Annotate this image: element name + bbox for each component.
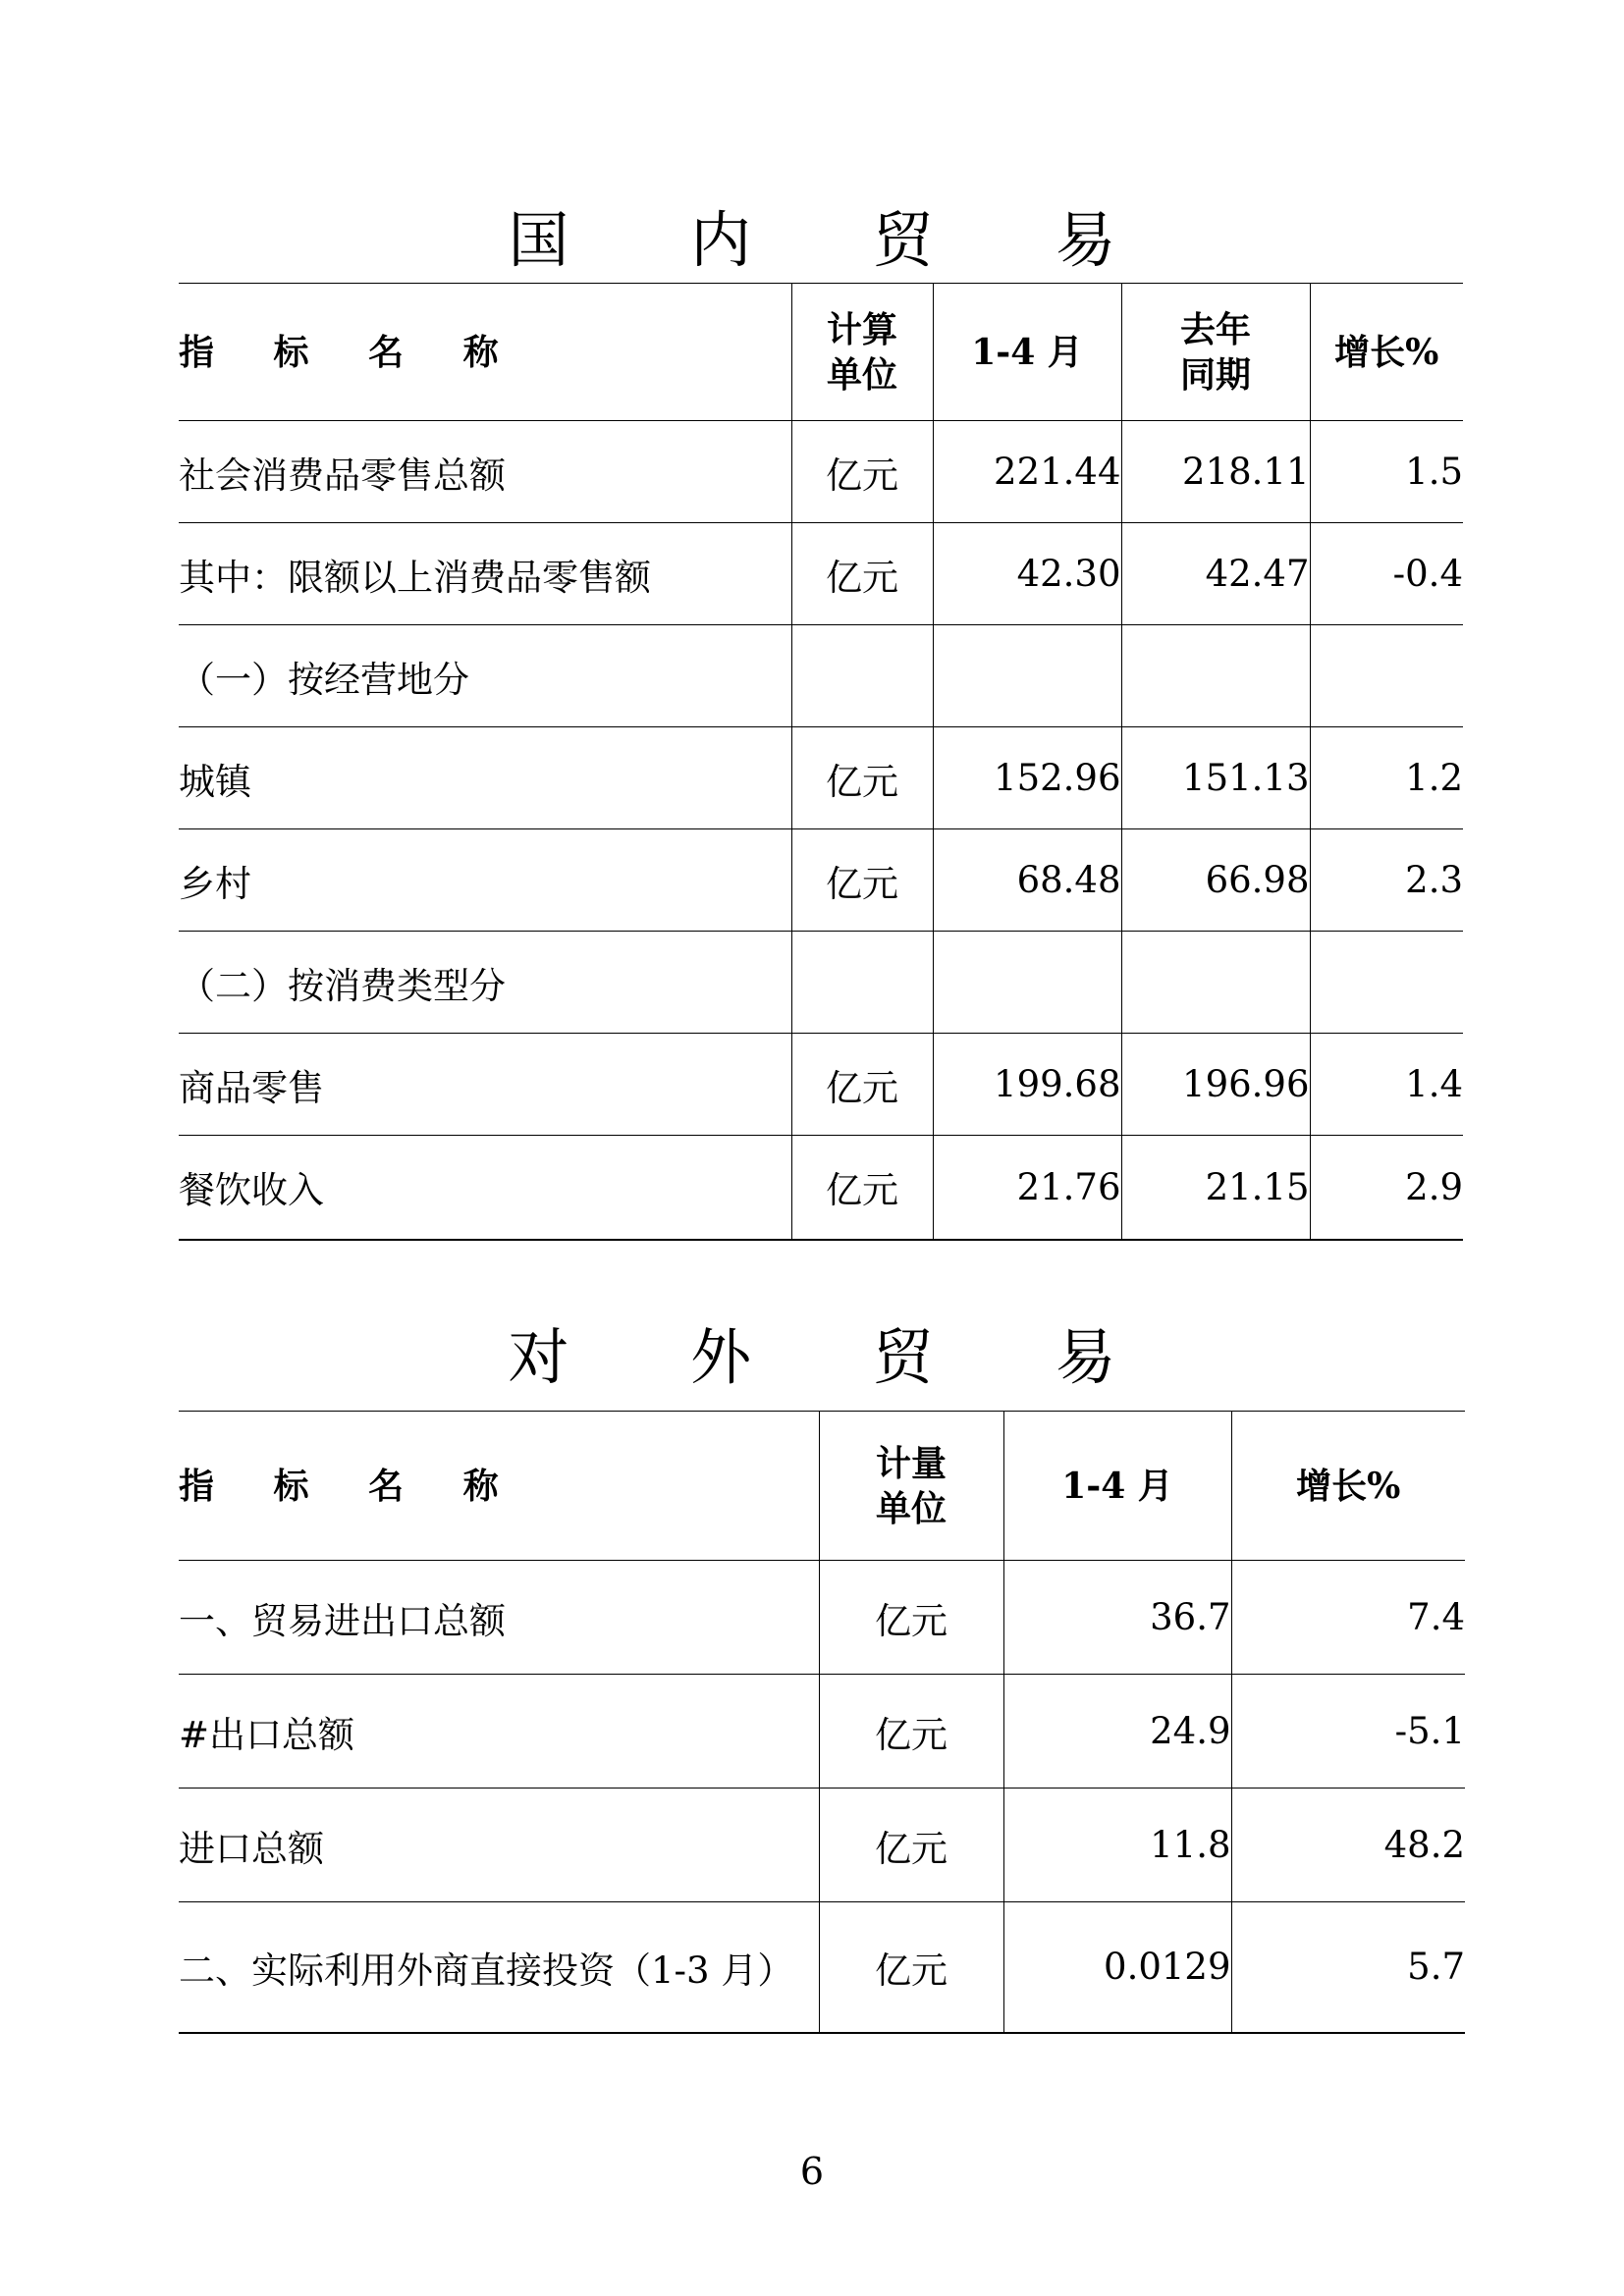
row-name: 城镇: [179, 727, 791, 829]
header-period: 1-4 月: [933, 284, 1121, 421]
table-row: [179, 421, 1463, 523]
row-growth: -5.1: [1231, 1675, 1465, 1789]
row-name: 其中：限额以上消费品零售额: [179, 523, 791, 625]
row-current: 199.68: [933, 1034, 1121, 1136]
row-growth: 48.2: [1231, 1789, 1465, 1902]
row-name: 乡村: [179, 829, 791, 932]
table-row: [179, 932, 1463, 1034]
row-unit: 亿元: [819, 1902, 1003, 2033]
row-name: 商品零售: [179, 1034, 791, 1136]
row-growth: 5.7: [1231, 1902, 1465, 2033]
row-growth: -0.4: [1310, 523, 1463, 625]
row-growth: 7.4: [1231, 1561, 1465, 1675]
row-growth: [1310, 932, 1463, 1034]
row-current: [933, 625, 1121, 727]
page-number: 6: [799, 2150, 825, 2193]
row-unit: 亿元: [819, 1675, 1003, 1789]
row-name: 进口总额: [179, 1789, 819, 1902]
row-growth: 2.3: [1310, 829, 1463, 932]
row-name: （二）按消费类型分: [179, 932, 791, 1034]
row-name: （一）按经营地分: [179, 625, 791, 727]
table-row: [179, 1789, 1465, 1902]
row-unit: 亿元: [791, 1034, 933, 1136]
row-current: 21.76: [933, 1136, 1121, 1240]
row-previous: 66.98: [1121, 829, 1310, 932]
row-previous: 218.11: [1121, 421, 1310, 523]
row-unit: 亿元: [791, 523, 933, 625]
row-current: 152.96: [933, 727, 1121, 829]
row-name: 二、实际利用外商直接投资（1-3 月）: [179, 1902, 819, 2033]
table-header-row: [179, 284, 1463, 421]
row-growth: 1.4: [1310, 1034, 1463, 1136]
row-previous: 151.13: [1121, 727, 1310, 829]
foreign-trade-title: 对 外 贸 易: [508, 1321, 1167, 1393]
header-growth: 增长%: [1310, 284, 1463, 421]
row-current: 24.9: [1003, 1675, 1231, 1789]
row-current: 11.8: [1003, 1789, 1231, 1902]
row-current: 42.30: [933, 523, 1121, 625]
domestic-trade-table: [179, 283, 1463, 1241]
header-growth: 增长%: [1231, 1412, 1465, 1561]
table-row: [179, 727, 1463, 829]
row-unit: 亿元: [819, 1561, 1003, 1675]
row-unit: 亿元: [791, 421, 933, 523]
row-growth: [1310, 625, 1463, 727]
foreign-trade-table: [179, 1411, 1465, 2034]
row-previous: [1121, 625, 1310, 727]
domestic-trade-title: 国 内 贸 易: [508, 204, 1167, 276]
header-period: 1-4 月: [1003, 1412, 1231, 1561]
table-row: [179, 1136, 1463, 1240]
row-unit: [791, 625, 933, 727]
row-name: 社会消费品零售总额: [179, 421, 791, 523]
row-name: 一、贸易进出口总额: [179, 1561, 819, 1675]
row-name: 餐饮收入: [179, 1136, 791, 1240]
table-header-row: [179, 1412, 1465, 1561]
header-indicator-name: 指 标 名 称: [179, 284, 791, 421]
row-growth: 1.2: [1310, 727, 1463, 829]
row-current: 221.44: [933, 421, 1121, 523]
table-row: [179, 1675, 1465, 1789]
row-current: [933, 932, 1121, 1034]
header-previous-period: 去年 同期: [1121, 284, 1310, 421]
header-unit: 计量 单位: [819, 1412, 1003, 1561]
table-row: [179, 1034, 1463, 1136]
header-unit: 计算 单位: [791, 284, 933, 421]
row-unit: 亿元: [819, 1789, 1003, 1902]
table-row: [179, 625, 1463, 727]
row-previous: 196.96: [1121, 1034, 1310, 1136]
header-indicator-name: 指 标 名 称: [179, 1412, 819, 1561]
row-unit: [791, 932, 933, 1034]
row-previous: [1121, 932, 1310, 1034]
table-row: [179, 523, 1463, 625]
row-unit: 亿元: [791, 1136, 933, 1240]
row-unit: 亿元: [791, 829, 933, 932]
row-current: 0.0129: [1003, 1902, 1231, 2033]
table-row: [179, 829, 1463, 932]
table-row: [179, 1902, 1465, 2033]
table-row: [179, 1561, 1465, 1675]
row-current: 36.7: [1003, 1561, 1231, 1675]
row-growth: 2.9: [1310, 1136, 1463, 1240]
row-growth: 1.5: [1310, 421, 1463, 523]
row-current: 68.48: [933, 829, 1121, 932]
row-unit: 亿元: [791, 727, 933, 829]
row-name: #出口总额: [179, 1675, 819, 1789]
row-previous: 42.47: [1121, 523, 1310, 625]
row-previous: 21.15: [1121, 1136, 1310, 1240]
